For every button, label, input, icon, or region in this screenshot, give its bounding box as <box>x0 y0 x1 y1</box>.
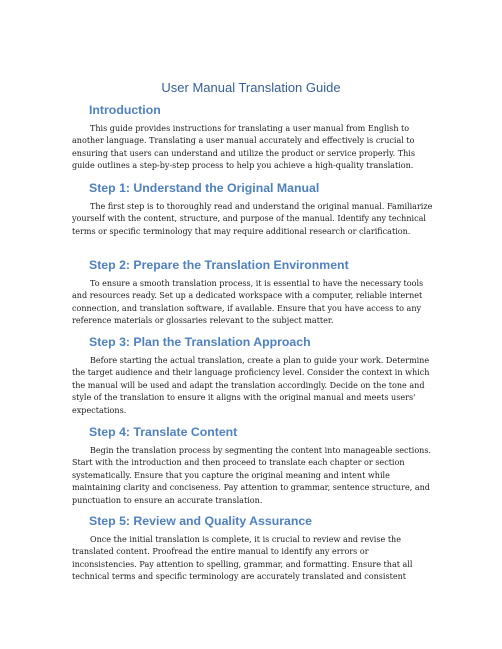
section-heading: Step 2: Prepare the Translation Environment <box>89 258 349 272</box>
section-heading: Step 1: Understand the Original Manual <box>89 181 320 195</box>
section-paragraph: Before starting the actual translation, create a plan to guide your work. Determine the target audience and their language proficiency level. Consider the context in which the manual will be used and adapt the translation accordingly. Decide on the tone and style of the translation to ensure it aligns with the original manual and meets users' expectations. <box>72 356 430 415</box>
section-paragraph: To ensure a smooth translation process, it is essential to have the necessary tools and resources ready. Set up a dedicated workspace with a computer, reliable internet connection, and translation software, if available. Ensure that you have access to any reference materials or glossaries relevant to the subject matter. <box>72 279 424 326</box>
section-step-3 <box>72 334 434 417</box>
section-heading: Step 5: Review and Quality Assurance <box>89 514 313 528</box>
section-step-5 <box>72 513 434 584</box>
section-heading: Step 3: Plan the Translation Approach <box>89 335 311 349</box>
document-title: User Manual Translation Guide <box>161 80 341 95</box>
section-step-1 <box>72 180 434 238</box>
section-paragraph: Begin the translation process by segmenting the content into manageable sections. Start with the introduction and then proceed to translate each chapter or section systematically. Ensure that you capture the original meaning and intent while maintaining clarity and conciseness. Pay attention to grammar, sentence structure, and punctuation to ensure an accurate translation. <box>72 446 432 505</box>
section-paragraph: The first step is to thoroughly read and understand the original manual. Familiarize yourself with the content, structure, and purpose of the manual. Identify any technical terms or specific terminology that may require additional research or clarification. <box>72 202 433 236</box>
section-heading: Step 4: Translate Content <box>89 425 238 439</box>
section-heading: Introduction <box>89 103 161 117</box>
section-paragraph: Once the initial translation is complete, it is crucial to review and revise the translated content. Proofread the entire manual to identify any errors or inconsistencies. Pay attention to spelling, grammar, and formatting. Ensure that all technical terms and specific terminology are accurately translated and consistent <box>72 535 413 582</box>
section-paragraph: This guide provides instructions for translating a user manual from English to another language. Translating a user manual accurately and effectively is crucial to ensuring that users can understand and utilize the product or service properly. This guide outlines a step-by-step process to help you achieve a high-quality translation. <box>72 124 415 171</box>
section-introduction <box>72 102 434 173</box>
section-step-4 <box>72 424 434 507</box>
section-step-2 <box>72 257 434 328</box>
